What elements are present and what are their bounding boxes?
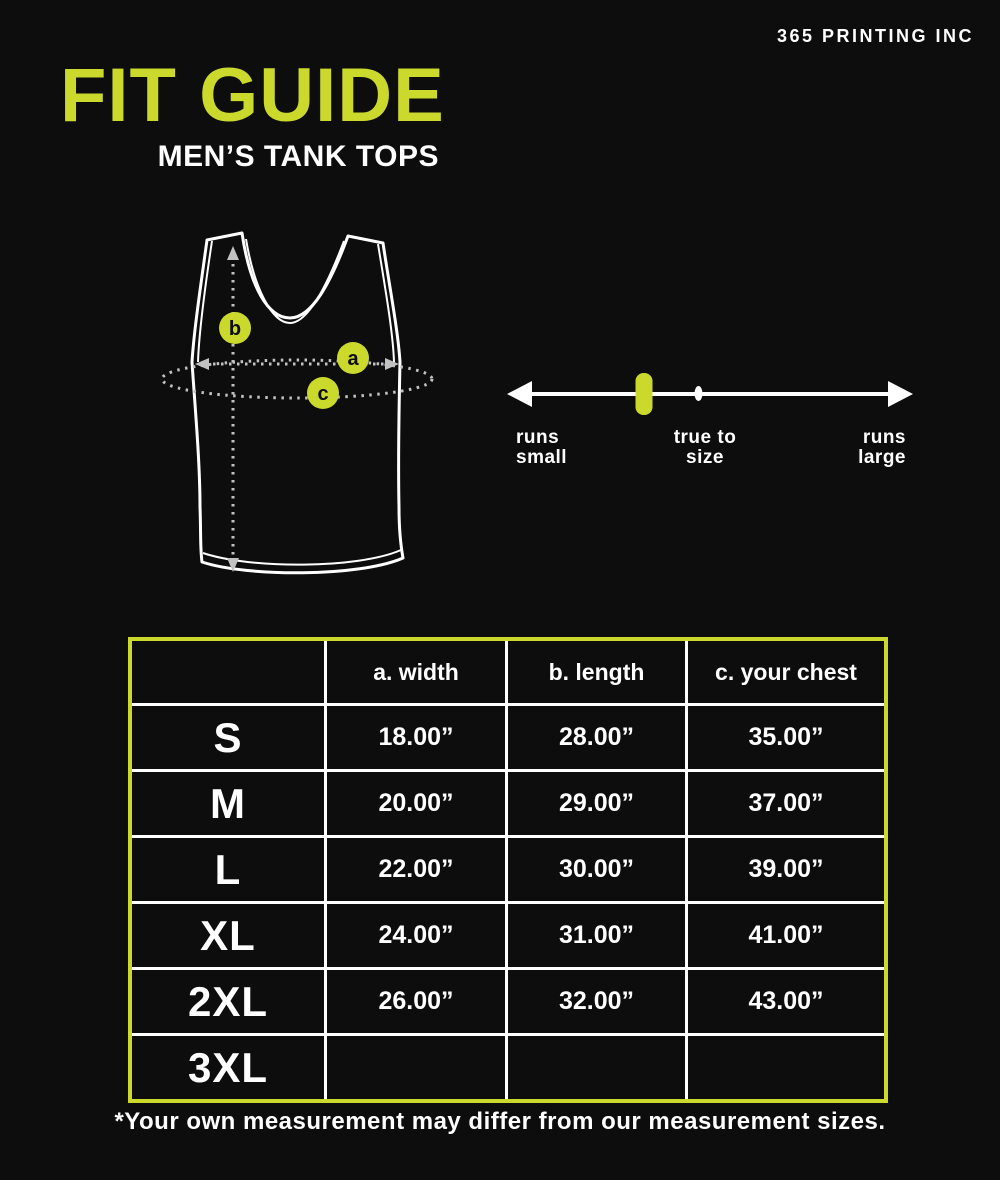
chest-3xl xyxy=(688,1036,884,1099)
length-l: 30.00” xyxy=(508,838,685,901)
table-header-width: a. width xyxy=(327,641,505,703)
fit-scale-arrow-right xyxy=(888,381,913,407)
length-xl: 31.00” xyxy=(508,904,685,967)
tank-top-diagram xyxy=(155,222,445,597)
width-xl: 24.00” xyxy=(327,904,505,967)
table-header-chest: c. your chest xyxy=(688,641,884,703)
size-label-xl: XL xyxy=(132,904,324,967)
length-arrow-top xyxy=(227,246,239,260)
true-to-size-dot xyxy=(695,386,703,401)
brand-text: 365 PRINTING INC xyxy=(776,26,974,46)
size-label-3xl: 3XL xyxy=(132,1036,324,1099)
measurement-disclaimer: *Your own measurement may differ from our measurement sizes. xyxy=(114,1108,886,1135)
size-label-m: M xyxy=(132,772,324,835)
fit-scale-marker xyxy=(636,373,653,415)
marker-c xyxy=(307,377,339,409)
runs-large-line2: large xyxy=(858,447,906,468)
true-to-size-line2: size xyxy=(686,447,724,468)
width-3xl xyxy=(327,1036,505,1099)
chest-2xl: 43.00” xyxy=(688,970,884,1033)
width-l: 22.00” xyxy=(327,838,505,901)
tank-outline xyxy=(192,233,403,573)
width-m: 20.00” xyxy=(327,772,505,835)
length-2xl: 32.00” xyxy=(508,970,685,1033)
size-label-2xl: 2XL xyxy=(132,970,324,1033)
size-table xyxy=(128,637,888,1103)
true-to-size-line1: true to xyxy=(673,427,737,448)
marker-a xyxy=(337,342,369,374)
table-header-blank xyxy=(132,641,324,703)
fit-scale xyxy=(505,368,915,420)
length-3xl xyxy=(508,1036,685,1099)
fit-scale-label-true-to-size xyxy=(645,428,765,468)
length-m: 29.00” xyxy=(508,772,685,835)
runs-small-line1: runs xyxy=(516,427,560,448)
marker-a-label: a xyxy=(347,348,359,370)
size-label-s: S xyxy=(132,706,324,769)
fit-scale-label-runs-small xyxy=(516,428,567,468)
fit-scale-arrow-left xyxy=(507,381,532,407)
runs-large-line1: runs xyxy=(862,427,906,448)
chest-m: 37.00” xyxy=(688,772,884,835)
marker-b xyxy=(219,312,251,344)
fit-scale-label-runs-large xyxy=(828,428,906,468)
runs-small-line2: small xyxy=(516,447,568,468)
chest-xl: 41.00” xyxy=(688,904,884,967)
table-header-length: b. length xyxy=(508,641,685,703)
chest-l: 39.00” xyxy=(688,838,884,901)
width-s: 18.00” xyxy=(327,706,505,769)
page-subtitle: MEN’S TANK TOPS xyxy=(157,140,439,173)
marker-b-label: b xyxy=(228,318,242,340)
chest-s: 35.00” xyxy=(688,706,884,769)
size-label-l: L xyxy=(132,838,324,901)
page-title: FIT GUIDE xyxy=(60,53,445,138)
width-2xl: 26.00” xyxy=(327,970,505,1033)
length-s: 28.00” xyxy=(508,706,685,769)
marker-c-label: c xyxy=(317,383,329,405)
